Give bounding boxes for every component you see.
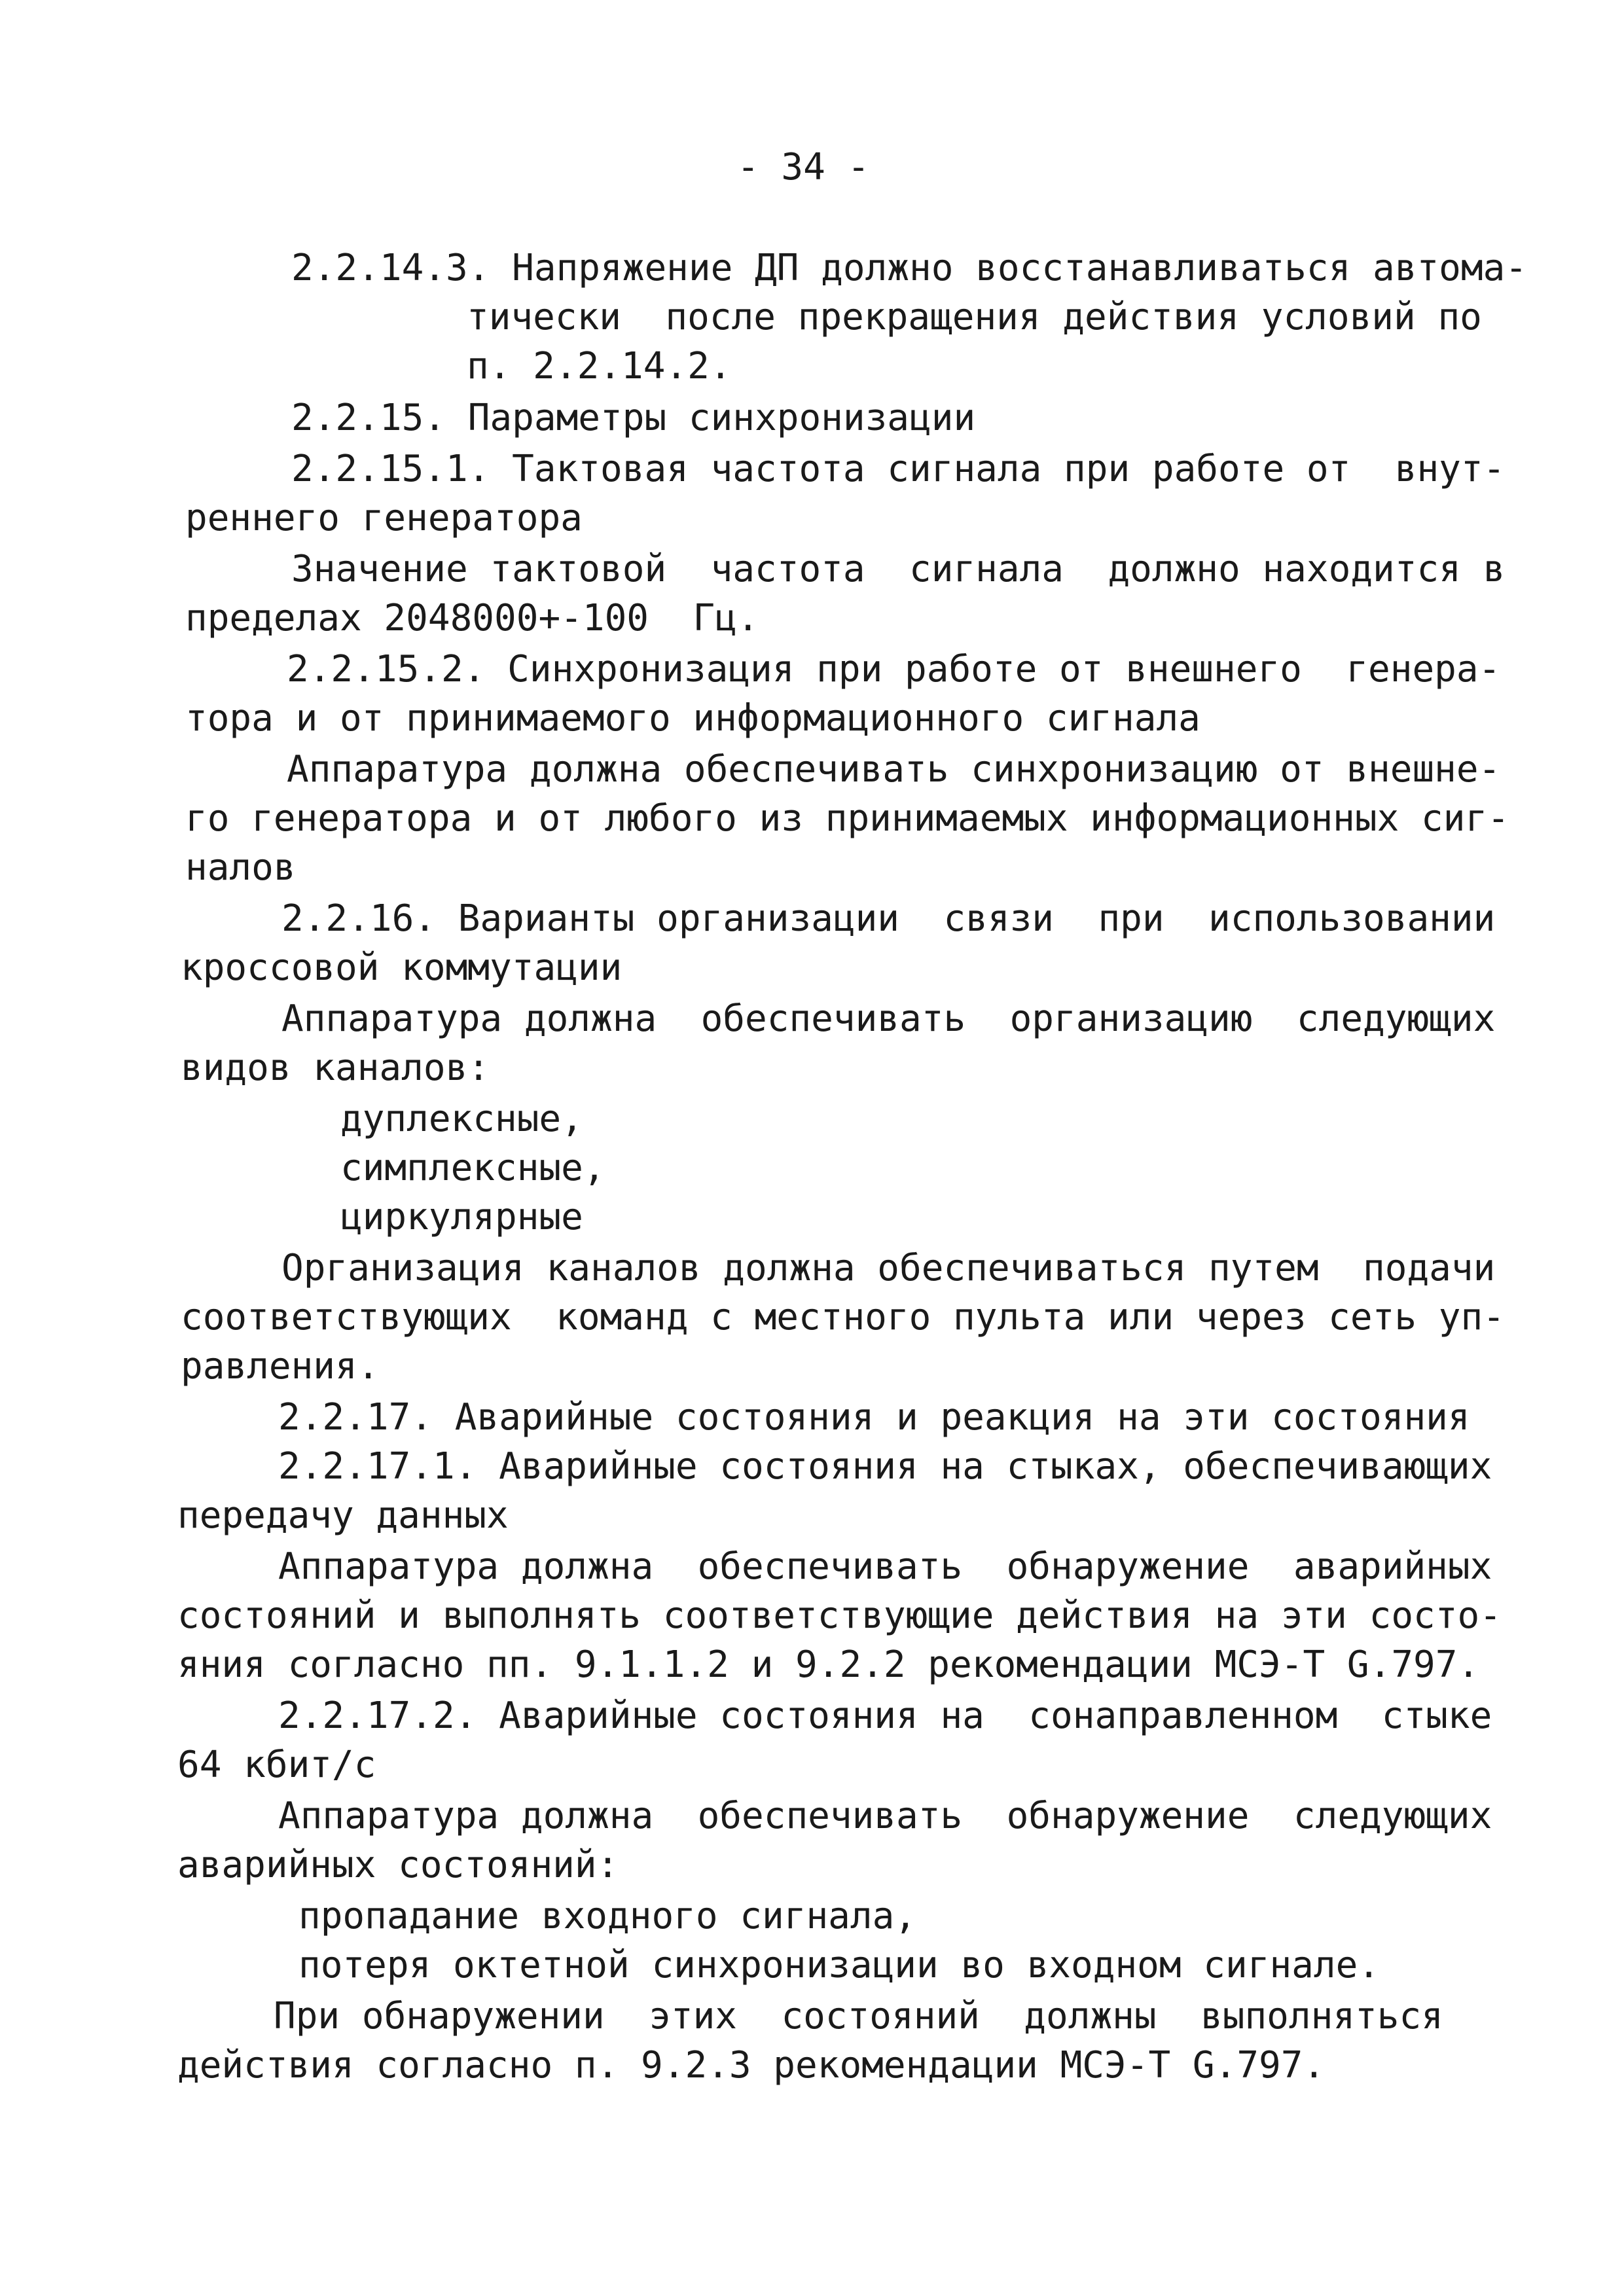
text-line: 2.2.17.2. Аварийные состояния на сонаправленном стыке — [278, 1695, 1492, 1737]
text-line: пределах 2048000+-100 Гц. — [185, 597, 759, 639]
list-item: циркулярные — [340, 1196, 583, 1238]
text-line: Значение тактовой частота сигнала должно находится в — [291, 548, 1506, 590]
text-line: реннего генератора — [185, 497, 583, 539]
text-line: видов каналов: — [181, 1047, 490, 1089]
list-item: пропадание входного сигнала, — [298, 1895, 917, 1937]
text-line: п. 2.2.14.2. — [467, 345, 732, 387]
text-line: При обнаружении этих состояний должны выполняться — [274, 1995, 1443, 2037]
text-line: 2.2.17.1. Аварийные состояния на стыках, обеспечивающих — [278, 1445, 1492, 1488]
text-line: действия согласно п. 9.2.3 рекомендации МСЭ-Т G.797. — [177, 2044, 1326, 2087]
text-line: кроссовой коммутации — [181, 946, 623, 989]
list-item: симплексные, — [340, 1147, 605, 1189]
text-line: 2.2.15.1. Тактовая частота сигнала при работе от внут- — [291, 448, 1506, 490]
text-line: Организация каналов должна обеспечиваться путем подачи — [281, 1247, 1496, 1289]
text-line: Аппаратура должна обеспечивать синхронизацию от внешне- — [287, 748, 1501, 791]
text-line: тора и от принимаемого информационного сигнала — [185, 697, 1200, 740]
text-line: Аппаратура должна обеспечивать обнаружение аварийных — [278, 1545, 1492, 1588]
text-line: яния согласно пп. 9.1.1.2 и 9.2.2 рекомендации МСЭ-Т G.797. — [177, 1643, 1480, 1686]
text-line: соответствующих команд с местного пульта или через сеть уп- — [181, 1296, 1505, 1338]
text-line: 2.2.16. Варианты организации связи при использовании — [281, 897, 1496, 940]
text-line: Аппаратура должна обеспечивать обнаружение следующих — [278, 1795, 1492, 1837]
text-line: состояний и выполнять соответствующие действия на эти состо- — [177, 1594, 1502, 1637]
text-line: передачу данных — [177, 1494, 509, 1537]
text-line: налов — [185, 846, 296, 889]
text-line: аварийных состояний: — [177, 1844, 619, 1886]
text-line: 2.2.14.3. Напряжение ДП должно восстанавливаться автома- — [291, 247, 1528, 289]
text-line: 2.2.15. Параметры синхронизации — [291, 397, 976, 439]
text-line: 64 кбит/с — [177, 1744, 376, 1786]
list-item: потеря октетной синхронизации во входном сигнале. — [298, 1944, 1380, 1986]
text-line: тически после прекращения действия условий по — [467, 296, 1482, 338]
text-line: го генератора и от любого из принимаемых информационных сиг- — [185, 797, 1509, 840]
text-line: 2.2.15.2. Синхронизация при работе от внешнего генера- — [287, 648, 1501, 691]
text-line: 2.2.17. Аварийные состояния и реакция на эти состояния — [278, 1396, 1470, 1439]
text-line: Аппаратура должна обеспечивать организацию следующих — [281, 997, 1496, 1040]
page-number: - 34 - — [737, 146, 870, 188]
text-line: равления. — [181, 1345, 380, 1388]
list-item: дуплексные, — [340, 1098, 583, 1140]
